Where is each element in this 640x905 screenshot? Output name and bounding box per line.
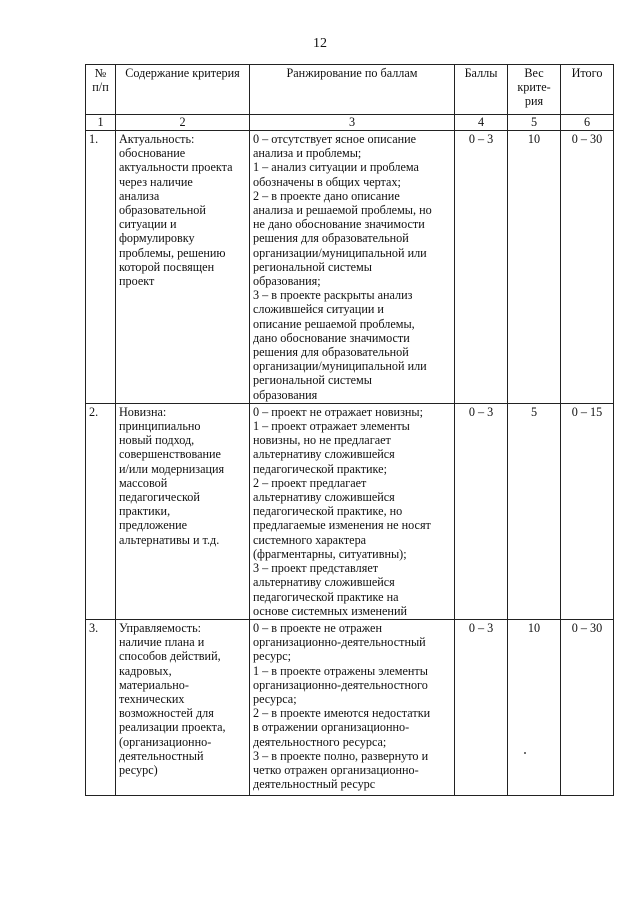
ranking-line: ресурс; (253, 649, 292, 664)
ranking-line: дано обоснование значимости (253, 330, 410, 345)
criterion-line: деятельностный (119, 748, 204, 763)
criterion-line: проблемы, решению (119, 245, 226, 260)
column-index: 5 (508, 115, 561, 131)
criterion-line: принципиально (119, 419, 201, 434)
points-cell: 0 – 3 (455, 403, 508, 619)
criterion-line: Новизна: (119, 404, 167, 419)
criterion-line: ситуации и (119, 217, 177, 232)
ranking-line: предлагаемые изменения не носят (253, 518, 431, 533)
ranking-cell (250, 403, 455, 619)
ranking-line: обозначены в общих чертах; (253, 174, 401, 189)
criterion-line: Актуальность: (119, 132, 195, 146)
ranking-line: организации/муниципальной или (253, 245, 427, 260)
criterion-line: кадровых, (119, 663, 172, 678)
criterion-line: новый подход, (119, 433, 195, 448)
ranking-line: сложившейся ситуации и (253, 302, 384, 317)
column-index: 3 (250, 115, 455, 131)
ranking-cell (250, 131, 455, 404)
criterion-line: которой посвящен (119, 259, 215, 274)
ranking-line: 1 – анализ ситуации и проблема (253, 160, 419, 175)
ranking-line: 2 – проект предлагает (253, 475, 367, 490)
ranking-line: деятельностный ресурс (253, 777, 376, 792)
row-number: 2. (86, 403, 116, 619)
ranking-line: описание решаемой проблемы, (253, 316, 415, 331)
criterion-line: анализа (119, 188, 160, 203)
criterion-line: возможностей для (119, 706, 214, 721)
header-ranking: Ранжирование по баллам (250, 65, 455, 115)
criterion-cell (116, 403, 250, 619)
column-index: 4 (455, 115, 508, 131)
ranking-line: педагогической практике на (253, 589, 399, 604)
criterion-line: педагогической (119, 490, 200, 505)
ranking-line: альтернативу сложившейся (253, 447, 395, 462)
ranking-line: 0 – отсутствует ясное описание (253, 132, 417, 146)
criterion-cell (116, 131, 250, 404)
ranking-line: 1 – проект отражает элементы (253, 419, 410, 434)
ranking-line: педагогической практике, но (253, 504, 403, 519)
criterion-line: способов действий, (119, 649, 221, 664)
criterion-line: образовательной (119, 203, 206, 218)
ranking-line: 2 – в проекте дано описание (253, 188, 400, 203)
criterion-line: и/или модернизация (119, 461, 225, 476)
criterion-cell (116, 619, 250, 795)
criterion-line: формулировку (119, 231, 195, 246)
ranking-line: не дано обоснование значимости (253, 217, 425, 232)
ranking-line: организации/муниципальной или (253, 359, 427, 374)
criterion-line: предложение (119, 518, 188, 533)
header-total: Итого (561, 65, 614, 115)
table-row (86, 619, 614, 795)
ranking-line: в отражении организационно- (253, 720, 410, 735)
table-row (86, 131, 614, 404)
total-cell: 0 – 30 (561, 131, 614, 404)
points-cell: 0 – 3 (455, 619, 508, 795)
criterion-line: (организационно- (119, 734, 212, 749)
ranking-line: деятельностного ресурса; (253, 734, 387, 749)
ranking-line: альтернативу сложившейся (253, 490, 395, 505)
ranking-line: 0 – в проекте не отражен (253, 620, 382, 635)
header-weight: Вес крите-рия (508, 65, 561, 115)
page-number: 12 (313, 36, 327, 51)
ranking-line: решения для образовательной (253, 345, 409, 360)
ranking-line: альтернативу сложившейся (253, 575, 395, 590)
ranking-line: региональной системы (253, 373, 372, 388)
criterion-line: материально- (119, 677, 189, 692)
weight-cell: 10 (508, 131, 561, 404)
column-index: 2 (116, 115, 250, 131)
points-cell: 0 – 3 (455, 131, 508, 404)
ranking-line: (фрагментарны, ситуативны); (253, 546, 407, 561)
ranking-line: новизны, но не предлагает (253, 433, 391, 448)
ranking-line: педагогической практике; (253, 461, 387, 476)
criterion-line: актуальности проекта (119, 160, 233, 175)
criterion-line: проект (119, 274, 155, 289)
ranking-line: региональной системы (253, 259, 372, 274)
column-index: 1 (86, 115, 116, 131)
criterion-line: ресурс) (119, 762, 158, 777)
column-index-row (86, 115, 614, 131)
criterion-line: массовой (119, 475, 168, 490)
criterion-line: через наличие (119, 174, 193, 189)
ranking-line: 3 – проект представляет (253, 561, 379, 576)
criterion-line: практики, (119, 504, 171, 519)
ranking-line: системного характера (253, 532, 367, 547)
ranking-line: организационно-деятельностного (253, 677, 428, 692)
row-number: 1. (86, 131, 116, 404)
ranking-line: основе системных изменений (253, 603, 407, 618)
header-row (86, 65, 614, 115)
ranking-line: образования (253, 387, 318, 402)
criterion-line: реализации проекта, (119, 720, 226, 735)
ranking-line: организационно-деятельностный (253, 635, 426, 650)
ranking-line: анализа и решаемой проблемы, но (253, 203, 432, 218)
header-content: Содержание критерия (116, 65, 250, 115)
ranking-cell (250, 619, 455, 795)
criterion-line: наличие плана и (119, 635, 205, 650)
weight-cell: 10 (508, 619, 561, 795)
total-cell: 0 – 15 (561, 403, 614, 619)
criterion-line: Управляемость: (119, 620, 202, 635)
ranking-line: решения для образовательной (253, 231, 409, 246)
criteria-table (85, 64, 614, 796)
scan-mark (524, 752, 526, 754)
ranking-line: 2 – в проекте имеются недостатки (253, 706, 431, 721)
criterion-line: совершенствование (119, 447, 221, 462)
weight-cell: 5 (508, 403, 561, 619)
ranking-line: 3 – в проекте раскрыты анализ (253, 288, 413, 303)
header-points: Баллы (455, 65, 508, 115)
column-index: 6 (561, 115, 614, 131)
ranking-line: 3 – в проекте полно, развернуто и (253, 748, 429, 763)
criterion-line: технических (119, 691, 185, 706)
criterion-line: обоснование (119, 146, 186, 161)
ranking-line: ресурса; (253, 691, 297, 706)
total-cell: 0 – 30 (561, 619, 614, 795)
header-num: № п/п (86, 65, 116, 115)
ranking-line: четко отражен организационно- (253, 762, 419, 777)
table-row (86, 403, 614, 619)
ranking-line: образования; (253, 274, 321, 289)
ranking-line: 1 – в проекте отражены элементы (253, 663, 428, 678)
row-number: 3. (86, 619, 116, 795)
ranking-line: анализа и проблемы; (253, 146, 362, 161)
criterion-line: альтернативы и т.д. (119, 532, 220, 547)
ranking-line: 0 – проект не отражает новизны; (253, 404, 423, 419)
